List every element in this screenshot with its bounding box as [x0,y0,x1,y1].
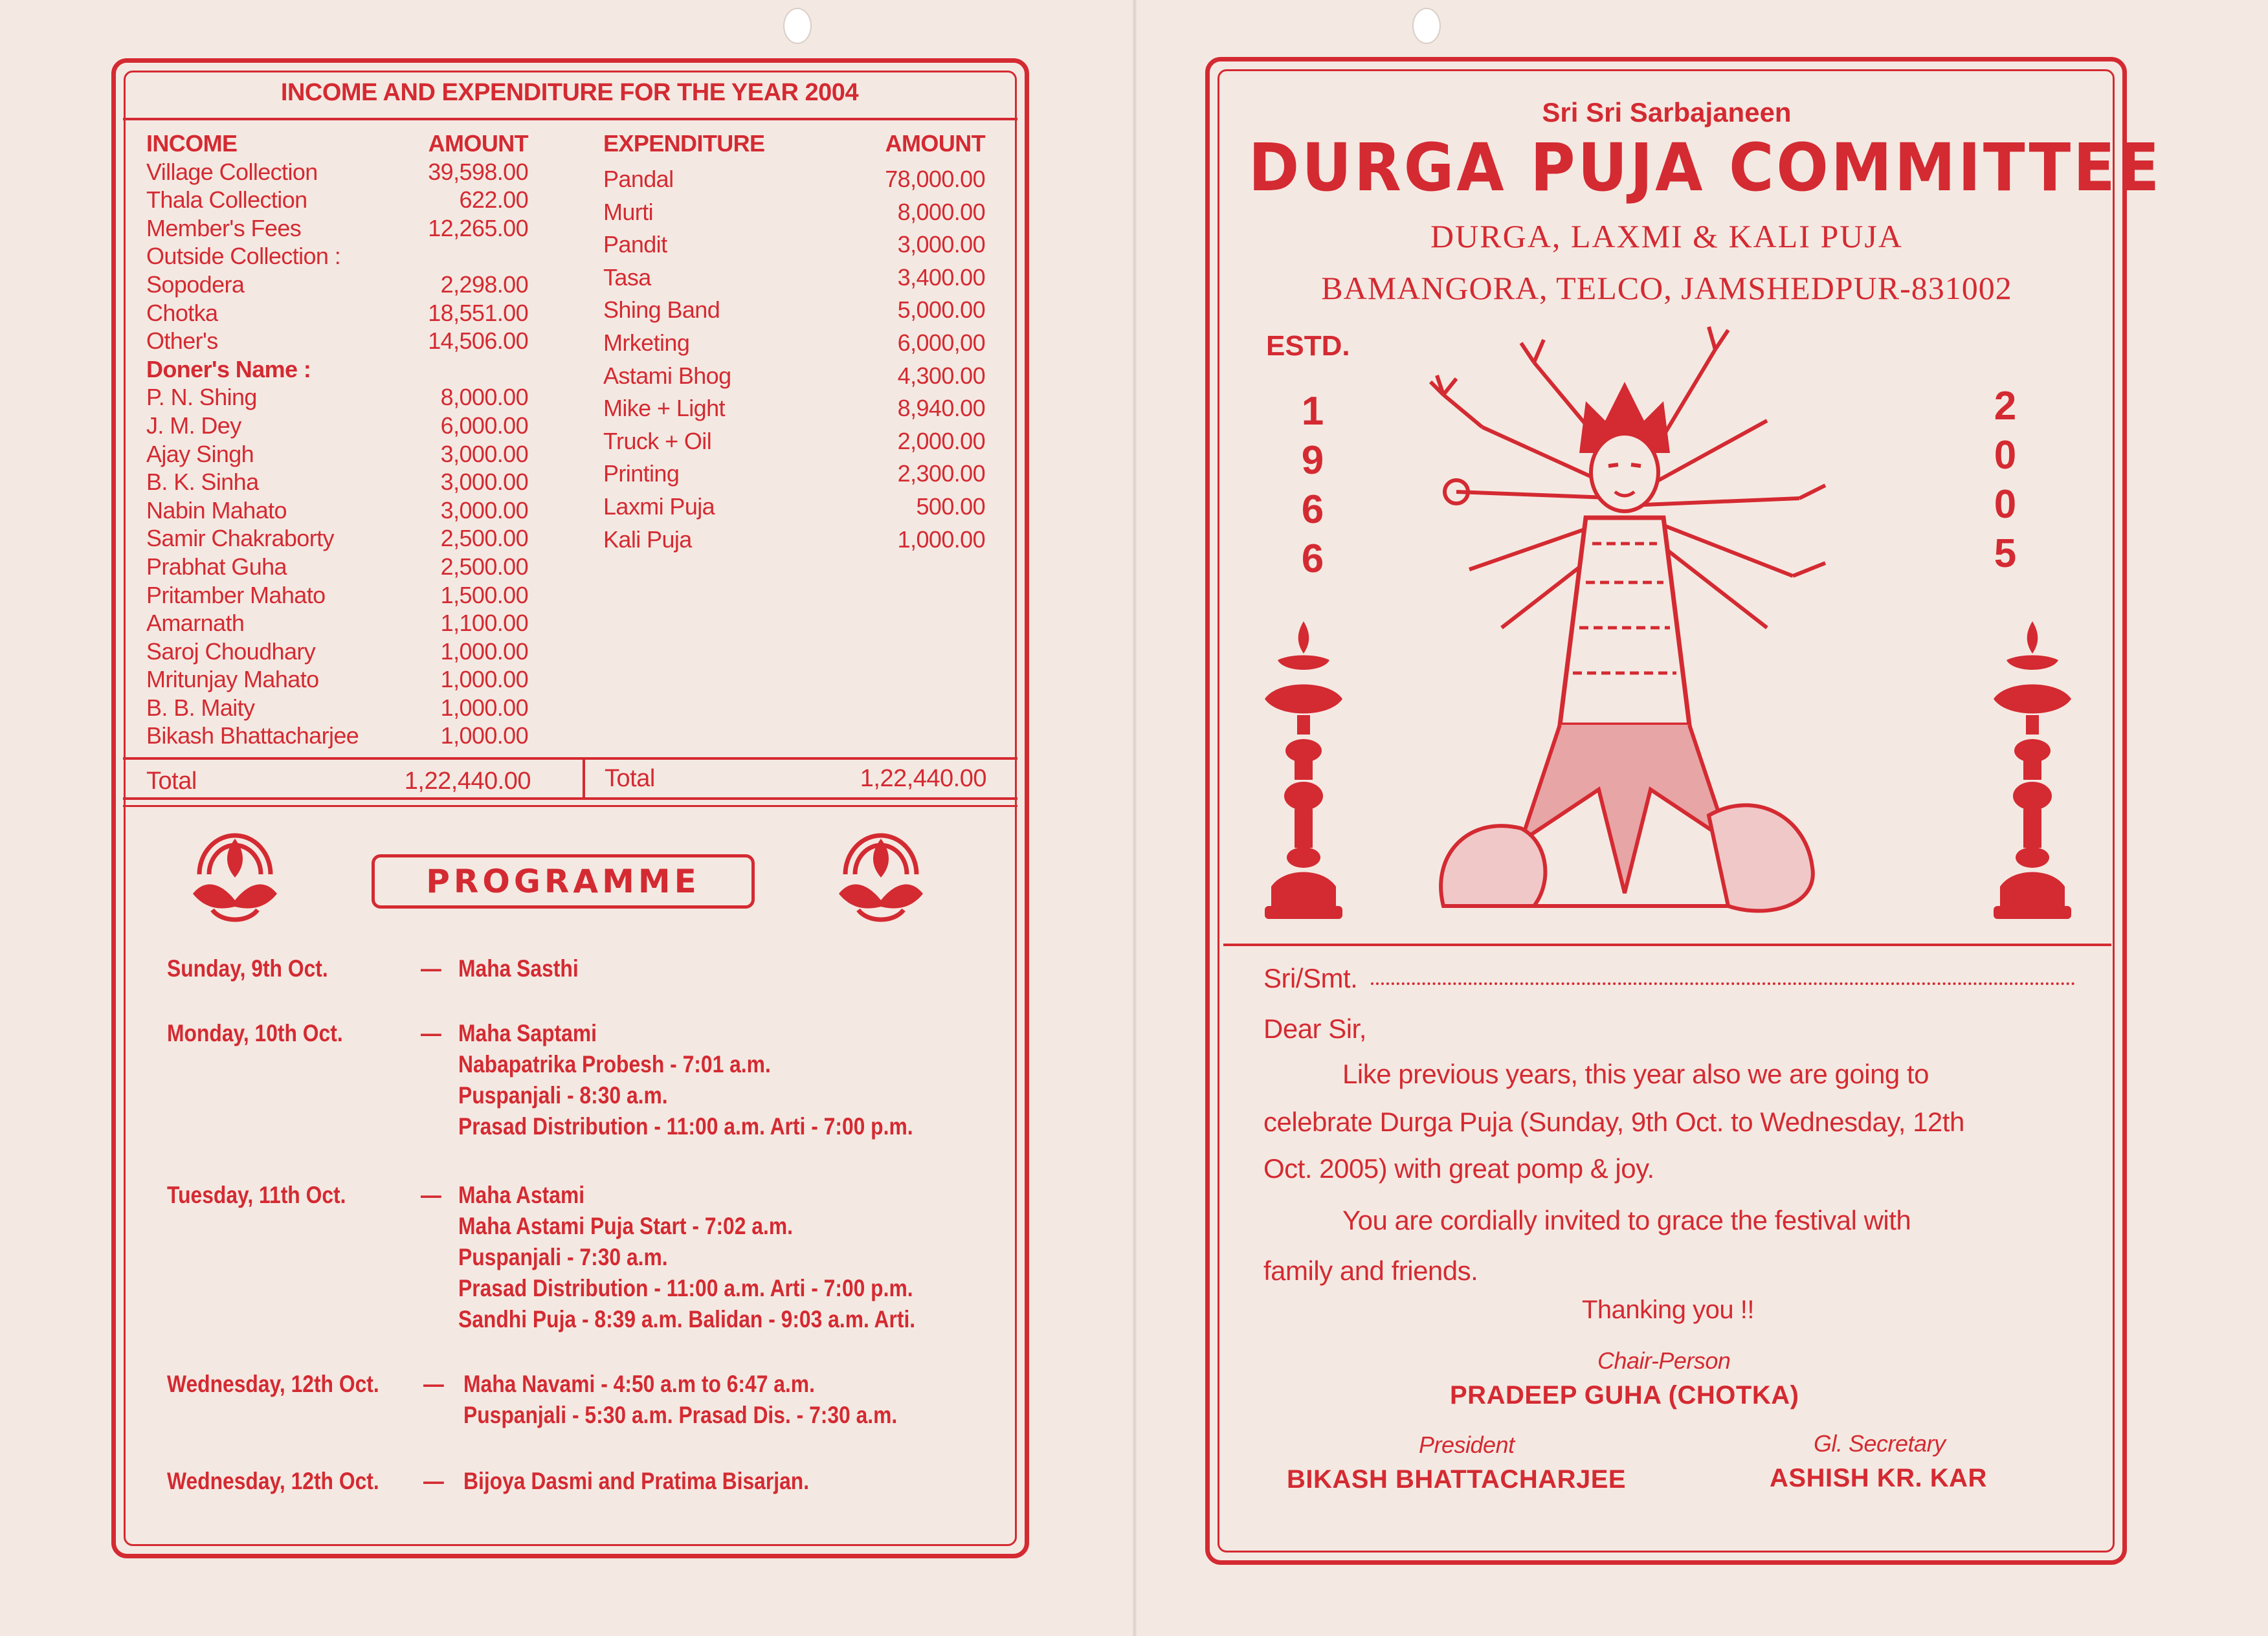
year-established-digit: 1 [1301,389,1324,434]
year-current-digit: 5 [1994,531,2017,576]
income-row [146,158,528,186]
expenditure-total [605,765,986,793]
estd-label: ESTD. [1266,330,1350,362]
schedule-item: Bijoya Dasmi and Pratima Bisarjan. [463,1468,810,1494]
oil-lamp-right-icon [1987,621,2078,925]
income-row [146,694,528,722]
expenditure-row [603,196,985,229]
expenditure-item-name: Shing Band [603,296,720,324]
lamp-emblem-left-icon [186,813,284,929]
income-row [146,637,528,666]
expenditure-item-name: Printing [603,460,680,487]
income-item-name: Village Collection [146,158,318,185]
income-item-amount: 1,000.00 [440,694,528,721]
expenditure-row [603,392,985,425]
income-item-amount: 14,506.00 [428,327,528,355]
income-row [146,186,528,214]
punch-hole-left [783,8,812,44]
schedule-item: Nabapatrika Probesh - 7:01 a.m. [458,1051,771,1078]
programme-heading-text: PROGRAMME [426,863,700,900]
expenditure-item-name: Pandal [603,166,674,192]
income-row [146,214,528,243]
recipient-label: Sri/Smt. [1263,963,1358,993]
expenditure-item-amount: 3,400.00 [897,263,985,291]
expenditure-item-amount: 3,000.00 [897,231,985,258]
expenditure-item-name: Astami Bhog [603,362,731,389]
income-item-name: Nabin Mahato [146,496,287,524]
expenditure-item-amount: 4,300.00 [897,362,985,389]
schedule-item: Puspanjali - 8:30 a.m. [458,1082,668,1109]
schedule-item: Maha Saptami [458,1020,597,1046]
schedule-item: Maha Astami [458,1182,585,1208]
income-item-amount: 1,000.00 [440,666,528,693]
programme-heading [372,854,755,909]
income-item-name: Doner's Name : [146,355,311,382]
income-item-name: Prabhat Guha [146,553,287,580]
income-item-amount: 1,000.00 [440,637,528,665]
title-rule [123,118,1017,120]
expenditure-item-name: Tasa [603,263,651,291]
expenditure-item-name: Pandit [603,231,667,258]
income-item-amount: 39,598.00 [428,158,528,185]
income-item-name: J. M. Dey [146,412,241,439]
expenditure-total-label: Total [605,765,655,792]
income-row [146,496,528,525]
income-item-amount: 3,000.00 [440,440,528,467]
income-row [146,665,528,694]
income-item-amount: 622.00 [459,186,528,214]
expenditure-item-name: Laxmi Puja [603,492,715,520]
total-bottom-rule-2 [123,805,1017,807]
year-current-digit: 0 [1994,482,2017,527]
income-item-name: Sopodera [146,271,245,298]
schedule-dash: — [423,1371,444,1397]
income-row [146,468,528,496]
schedule-item: Maha Astami Puja Start - 7:02 a.m. [458,1213,793,1239]
income-header-amount: AMOUNT [428,130,528,157]
body-line-5: family and friends. [1263,1255,1478,1286]
income-row [146,440,528,469]
expenditure-item-name: Murti [603,198,653,225]
year-current-digit: 0 [1994,433,2017,478]
income-total [146,768,531,796]
thanks: Thanking you !! [1582,1296,1754,1324]
schedule-dash: — [421,1182,441,1208]
expenditure-item-amount: 2,000.00 [897,427,985,454]
expenditure-item-amount: 78,000.00 [885,166,985,192]
schedule-dash: — [421,955,441,982]
expenditure-item-amount: 8,940.00 [897,395,985,422]
secretary-name: ASHISH KR. KAR [1770,1464,1987,1492]
income-item-name: B. B. Maity [146,694,255,721]
income-item-amount: 1,500.00 [440,581,528,608]
income-item-amount: 18,551.00 [428,299,528,326]
expenditure-header-amount: AMOUNT [885,130,985,157]
expenditure-row [603,524,985,557]
expenditure-row [603,228,985,261]
income-total-amount: 1,22,440.00 [404,768,531,795]
income-row [146,412,528,440]
schedule-item: Sandhi Puja - 8:39 a.m. Balidan - 9:03 a.m. Arti. [458,1306,916,1332]
expenditure-row [603,425,985,458]
schedule-day: Monday, 10th Oct. [167,1020,343,1046]
income-row [146,271,528,299]
income-header-label: INCOME [146,130,238,157]
income-item-name: Amarnath [146,610,245,637]
address-line: BAMANGORA, TELCO, JAMSHEDPUR-831002 [1321,270,2012,306]
income-item-name: Saroj Choudhary [146,637,316,665]
expenditure-item-amount: 1,000.00 [897,525,985,553]
body-line-3: Oct. 2005) with great pomp & joy. [1263,1153,1654,1184]
recipient-line[interactable] [1371,982,2075,985]
schedule-item: Maha Navami - 4:50 a.m to 6:47 a.m. [463,1371,815,1397]
expenditure-row [603,294,985,327]
body-line-2: celebrate Durga Puja (Sunday, 9th Oct. to Wednesday, 12th [1263,1107,1964,1137]
income-row [146,299,528,327]
lamp-emblem-right-icon [832,813,929,929]
income-item-name: Mritunjay Mahato [146,666,319,693]
income-item-amount: 3,000.00 [440,496,528,524]
total-bottom-rule [123,797,1017,800]
column-divider [583,758,585,797]
income-expenditure-title: INCOME AND EXPENDITURE FOR THE YEAR 2004 [280,79,859,106]
income-row [146,327,528,355]
expenditure-header-label: EXPENDITURE [603,130,765,157]
expenditure-item-amount: 500.00 [916,492,985,520]
total-top-rule [123,757,1017,760]
expenditure-item-amount: 8,000.00 [897,198,985,225]
president-role: President [1419,1432,1515,1458]
invitation-divider [1223,944,2111,946]
expenditure-row [603,261,985,294]
expenditure-item-name: Mrketing [603,329,690,356]
expenditure-item-name: Kali Puja [603,525,692,553]
president-name: BIKASH BHATTACHARJEE [1287,1465,1627,1494]
income-item-name: Samir Chakraborty [146,525,334,552]
income-item-name: Thala Collection [146,186,307,214]
chair-name: PRADEEP GUHA (CHOTKA) [1450,1381,1799,1409]
income-item-name: Chotka [146,299,218,326]
committee-title: DURGA PUJA COMMITTEE [1248,129,2162,206]
income-item-name: Ajay Singh [146,440,254,467]
income-row [146,609,528,637]
income-item-amount: 2,500.00 [440,553,528,580]
schedule-item: Puspanjali - 5:30 a.m. Prasad Dis. - 7:30 a.m. [463,1402,898,1428]
income-item-amount: 2,298.00 [440,271,528,298]
expenditure-item-amount: 5,000.00 [897,296,985,324]
schedule-day: Tuesday, 11th Oct. [167,1182,346,1208]
income-total-label: Total [146,768,197,795]
schedule-dash: — [423,1468,444,1494]
pujas-line: DURGA, LAXMI & KALI PUJA [1430,218,1903,254]
schedule-item: Prasad Distribution - 11:00 a.m. Arti - 7:00 p.m. [458,1113,913,1140]
body-line-4: You are cordially invited to grace the festival with [1342,1205,1911,1235]
year-established-digit: 6 [1301,536,1324,581]
income-row [146,553,528,581]
expenditure-row [603,163,985,196]
year-current-digit: 2 [1994,384,2017,428]
income-item-name: B. K. Sinha [146,469,259,496]
page-fold [1133,0,1137,1636]
income-row [146,383,528,412]
income-item-name: Member's Fees [146,214,302,241]
income-header [146,129,528,158]
expenditure-row [603,491,985,524]
income-column [146,129,528,750]
income-row [146,242,528,271]
income-row [146,524,528,553]
schedule-item: Puspanjali - 7:30 a.m. [458,1244,668,1270]
expenditure-item-amount: 2,300.00 [897,460,985,487]
secretary-role: Gl. Secretary [1814,1430,1946,1457]
expenditure-row [603,360,985,393]
year-established-digit: 6 [1301,487,1324,532]
expenditure-item-amount: 6,000,00 [897,329,985,356]
income-item-amount: 2,500.00 [440,525,528,552]
income-item-name: Other's [146,327,218,355]
income-item-amount: 12,265.00 [428,214,528,241]
income-item-amount: 1,100.00 [440,610,528,637]
salutation: Dear Sir, [1263,1013,1366,1044]
expenditure-item-name: Truck + Oil [603,427,712,454]
expenditure-header [603,129,985,163]
expenditure-item-name: Mike + Light [603,395,725,422]
oil-lamp-left-icon [1258,621,1349,925]
income-item-amount: 1,000.00 [440,722,528,749]
income-row [146,722,528,750]
schedule-day: Wednesday, 12th Oct. [167,1371,379,1397]
committee-subtitle: Sri Sri Sarbajaneen [1542,97,1792,127]
income-item-name: Outside Collection : [146,243,341,270]
expenditure-row [603,327,985,360]
schedule-day: Wednesday, 12th Oct. [167,1468,379,1494]
schedule-dash: — [421,1020,441,1046]
body-line-1: Like previous years, this year also we are going to [1342,1059,1929,1089]
income-item-name: Pritamber Mahato [146,581,326,608]
expenditure-row [603,458,985,491]
expenditure-total-amount: 1,22,440.00 [860,765,986,792]
income-row [146,581,528,610]
schedule-item: Maha Sasthi [458,955,579,982]
income-item-name: P. N. Shing [146,384,257,411]
schedule-day: Sunday, 9th Oct. [167,955,328,982]
chair-role: Chair-Person [1597,1347,1731,1374]
expenditure-column [603,129,985,556]
year-established-digit: 9 [1301,438,1324,483]
income-item-amount: 6,000.00 [440,412,528,439]
income-item-amount: 8,000.00 [440,384,528,411]
income-item-name: Bikash Bhattacharjee [146,722,359,749]
income-item-amount: 3,000.00 [440,469,528,496]
income-row [146,355,528,384]
schedule-item: Prasad Distribution - 11:00 a.m. Arti - 7:00 p.m. [458,1275,913,1301]
punch-hole-right [1412,8,1441,44]
goddess-durga-icon [1405,324,1845,932]
